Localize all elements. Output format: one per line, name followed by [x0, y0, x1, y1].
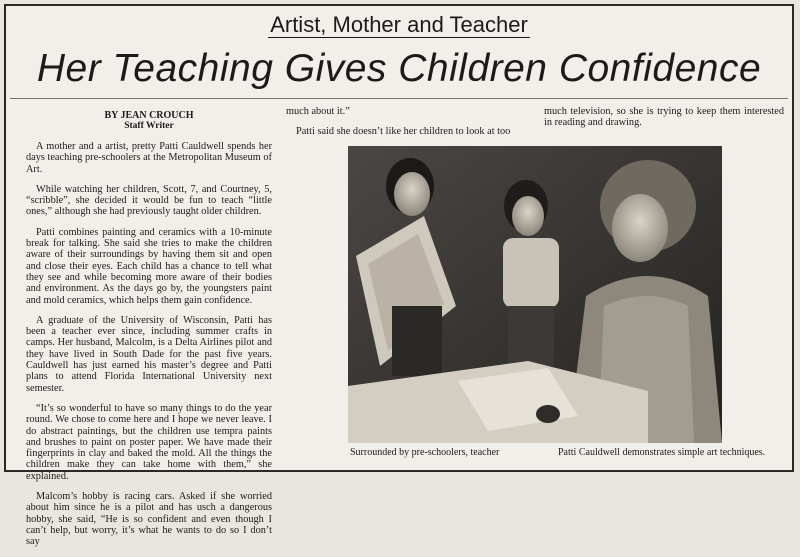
paragraph: While watching her children, Scott, 7, and Courtney, 5, “scribble”, she decided it would be fun to teach “little ones,” although she had previously taught older children.	[26, 183, 272, 218]
newspaper-clipping	[4, 4, 794, 548]
column-2	[286, 106, 524, 147]
headline: Her Teaching Gives Children Confidence	[36, 47, 762, 90]
paragraph: A mother and a artist, pretty Patti Cauldwell spends her days teaching pre-schoolers at the Metropolitan Museum of Art.	[26, 141, 272, 175]
paragraph: much about it.”	[286, 106, 350, 117]
photo-caption-right: Patti Cauldwell demonstrates simple art techniques.	[558, 447, 766, 458]
paragraph: Patti combines painting and ceramics with a 10-minute break for talking. She said she tries to make the children aware of their surroundings by having them sit and open and close their eyes. Each child has a chance to tell what they see and while becoming more aware of their bodies and environment. As the days go by, the youngsters paint and mold ceramics, which helps them gain confidence.	[26, 226, 272, 306]
column-3	[544, 106, 784, 138]
photo-caption-left: Surrounded by pre-schoolers, teacher	[350, 447, 500, 458]
paragraph: Malcom’s hobby is racing cars. Asked if she worried about him since he is a pilot and has usch a dangerous hobby, she said, “He is so confident and even though I can’t help, but worry, it’s what he wants to do so I don’t say	[26, 491, 272, 548]
kicker: Artist, Mother and Teacher	[270, 12, 528, 37]
column-1	[26, 110, 272, 557]
byline: BY JEAN CROUCH Staff Writer	[26, 110, 272, 132]
paragraph: “It’s so wonderful to have so many things to do the year round. We chose to come here and I hope we never leave. I do abstract paintings, but the children use tempra paints and brushes to paint on poster paper. We have made their fingerprints in clay and baked the mold. All the things the children make they can take home with them,” she explained.	[26, 402, 272, 482]
paragraph: Patti said she doesn’t like her children to look at too	[296, 126, 511, 138]
photo	[348, 146, 722, 443]
paragraph: A graduate of the University of Wisconsin, Patti has been a teacher ever since, including summer crafts in camps. Her husband, Malcolm, is a Delta Airlines pilot and they have lived in South Dade for the past five years. Cauldwell has just earned his master’s degree and Patti plans to attend Florida International University next semester.	[26, 314, 272, 394]
byline-title: Staff Writer	[124, 121, 174, 131]
photo-image	[348, 146, 722, 443]
paragraph: much television, so she is trying to keep them interested in reading and drawing.	[544, 106, 784, 129]
divider	[10, 98, 788, 99]
